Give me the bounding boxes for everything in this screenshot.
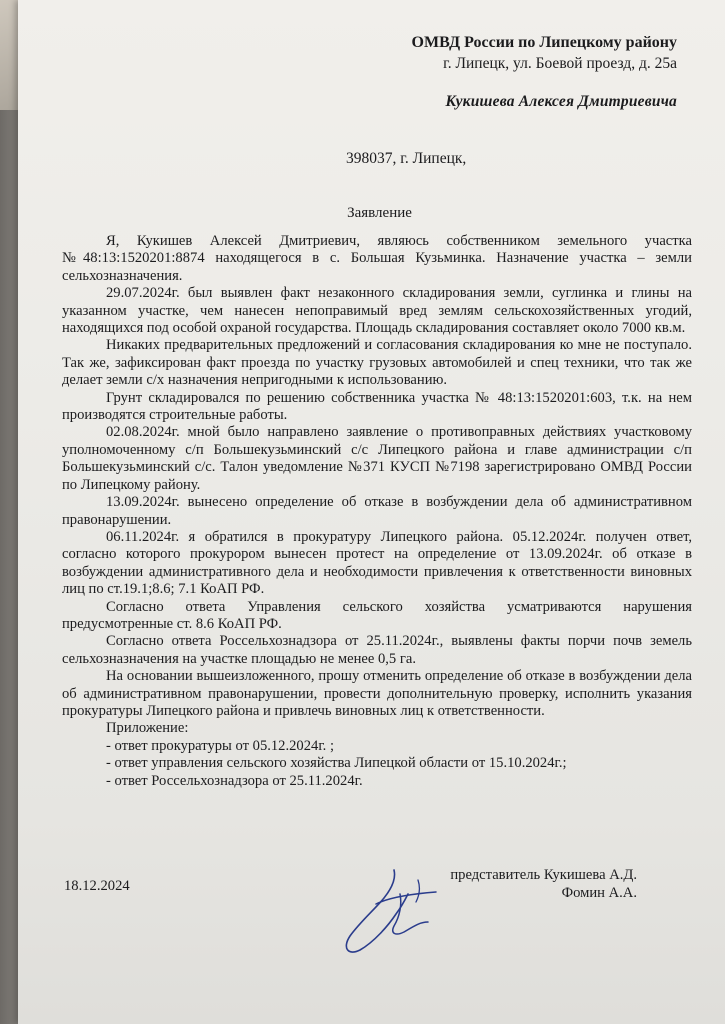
paragraph: 29.07.2024г. был выявлен факт незаконного складирования земли, суглинка и глины на указанном участке, чем нанесен непоправимый вред землям сельскохозяйственных угодий, находящихся под особой охраной государства. Площадь складирования составляет около 7000 кв.м. (62, 285, 692, 337)
paragraph: Согласно ответа Управления сельского хозяйства усматриваются нарушения предусмотренные ст. 8.6 КоАП РФ. (62, 598, 692, 632)
paragraph: 13.09.2024г. вынесено определение об отказе в возбуждении дела об административном правонарушении. (62, 494, 692, 528)
paragraph: Я, Кукишев Алексей Дмитриевич, являюсь собственником земельного участка №48:13:1520201:8874 находящегося в с. Большая Кузьминка. Назначение участка – земли сельхозназначения. (62, 233, 692, 284)
handwritten-signature (336, 864, 451, 959)
recipient-organization: ОМВД России по Липецкому району (411, 34, 677, 51)
representative-name: Фомин А.А. (561, 885, 637, 901)
paragraph: Грунт складировался по решению собственника участка № 48:13:1520201:603, т.к. на нем производятся строительные работы. (62, 389, 692, 424)
recipient-address: г. Липецк, ул. Боевой проезд, д. 25а (443, 55, 677, 72)
attachment-item: - ответ Россельхознадзора от 25.11.2024г. (106, 772, 363, 789)
paragraph: 02.08.2024г. мной было направлено заявление о противоправных действиях участковому уполномоченному с/п Большекузьминский с/с Липецкого района и главе администрации с/п Большекузьминский с/с. Талон уведомление №371 КУСП №7198 зарегистрировано ОМВД России по Липецкому району. (62, 424, 692, 493)
document-sheet (18, 0, 725, 1024)
applicant-name: Кукишева Алексея Дмитриевича (445, 93, 677, 110)
document-title: Заявление (347, 205, 412, 221)
paragraph: 06.11.2024г. я обратился в прокуратуру Липецкого района. 05.12.2024г. получен ответ, согласно которого прокурором вынесен протест на определение от 13.09.2024г. об отказе в возбуждении административного дела и необходимости привлечения к ответственности виновных лиц по ст.19.1;8.6; 7.1 КоАП РФ. (62, 528, 692, 598)
paragraph: Никаких предварительных предложений и согласования складирования ко мне не поступало. Так же, зафиксирован факт проезда по участку грузовых автомобилей и спец техники, что так же делает земли с/х назначения непригодными к использованию. (62, 337, 692, 389)
attachment-item: - ответ управления сельского хозяйства Липецкой области от 15.10.2024г.; (106, 755, 567, 772)
applicant-postal-address: 398037, г. Липецк, (346, 150, 467, 167)
paragraph: На основании вышеизложенного, прошу отменить определение об отказе в возбуждении дела об административном правонарушении, провести дополнительную проверку, исполнить указания прокуратуры Липецкого района и привлечь виновных лиц к ответственности. (62, 668, 692, 719)
attachments-label: Приложение: (106, 720, 189, 737)
signature-date: 18.12.2024 (64, 878, 130, 894)
document-body (62, 233, 692, 790)
attachment-item: - ответ прокуратуры от 05.12.2024г. ; (106, 737, 335, 754)
paragraph: Согласно ответа Россельхознадзора от 25.11.2024г., выявлены факты порчи почв земель сельхозназначения на участке площадью не менее 0,5 га. (62, 633, 692, 667)
representative-label: представитель Кукишева А.Д. (450, 867, 637, 883)
